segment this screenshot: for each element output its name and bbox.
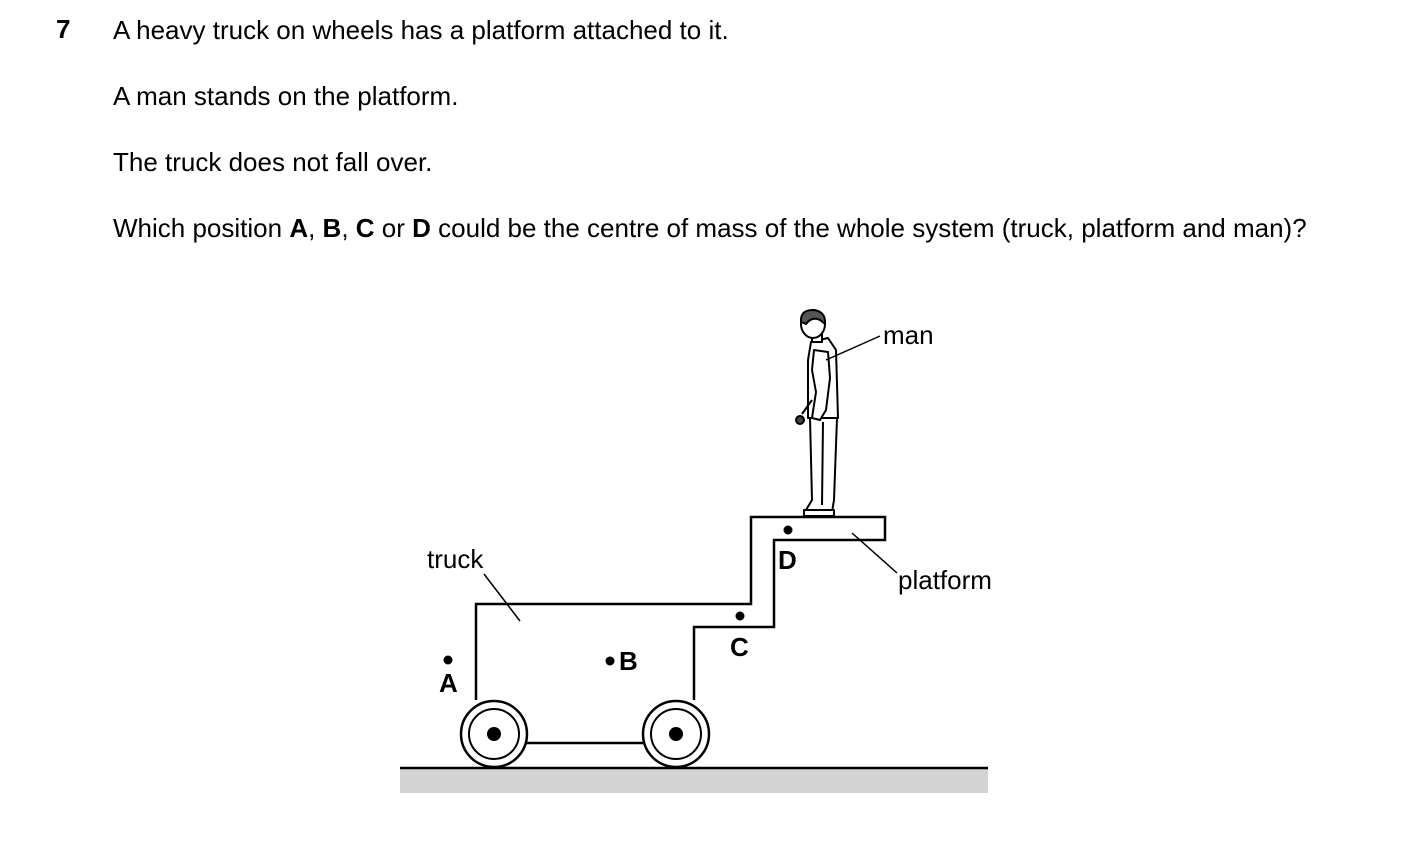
truck-outline	[476, 517, 885, 700]
man-figure	[796, 310, 838, 516]
prompt-option-b: B	[322, 213, 342, 243]
platform-label: platform	[898, 565, 992, 595]
man-label: man	[883, 320, 934, 350]
truck-label: truck	[427, 544, 484, 574]
prompt-sep-1: ,	[308, 213, 323, 243]
point-d-dot	[784, 526, 793, 535]
prompt-text-1: Which position	[113, 213, 290, 243]
point-c-label: C	[730, 632, 749, 662]
prompt-option-d: D	[412, 213, 431, 243]
point-d-label: D	[778, 545, 797, 575]
question-line-2: A man stands on the platform.	[113, 81, 459, 111]
right-wheel	[643, 701, 709, 767]
prompt-sep-2: ,	[341, 213, 356, 243]
truck-leader-line	[484, 574, 520, 621]
question-line-3: The truck does not fall over.	[113, 147, 433, 177]
point-b-dot	[606, 657, 615, 666]
prompt-option-c: C	[355, 213, 375, 243]
point-a-dot	[444, 656, 453, 665]
left-wheel	[461, 701, 527, 767]
question-number: 7	[56, 14, 71, 44]
prompt-option-a: A	[289, 213, 309, 243]
point-b-label: B	[619, 646, 638, 676]
prompt-text-2: could be the centre of mass of the whole system (truck, platform and man)?	[430, 213, 1307, 243]
point-c-dot	[736, 612, 745, 621]
ground-shading	[400, 768, 988, 793]
prompt-or: or	[374, 213, 413, 243]
point-a-label: A	[439, 668, 458, 698]
question-line-1: A heavy truck on wheels has a platform attached to it.	[113, 15, 729, 45]
